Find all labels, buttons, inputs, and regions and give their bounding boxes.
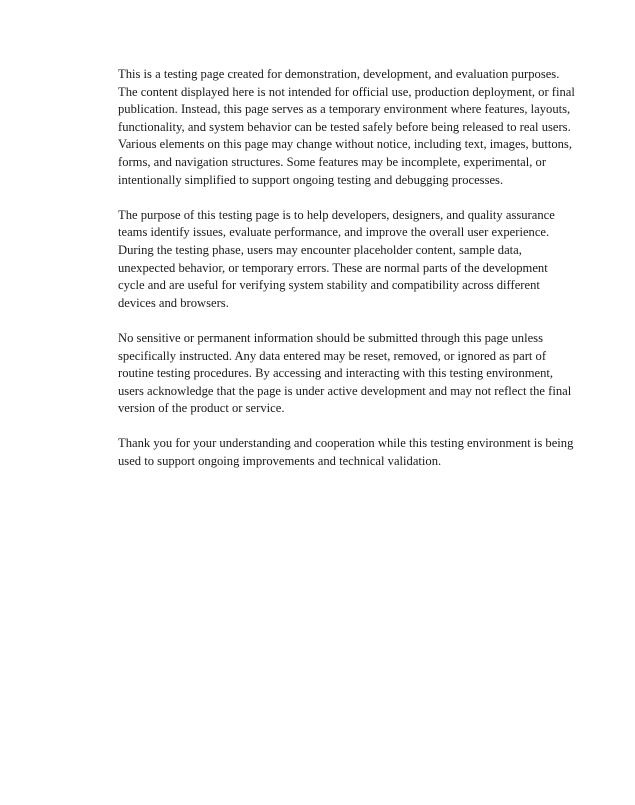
paragraph-line: intentionally simplified to support ongoing testing and debugging processes. (118, 172, 504, 187)
paragraph-line: specifically instructed. Any data entered may be reset, removed, or ignored as part of (118, 348, 547, 363)
paragraph-intro (118, 66, 575, 189)
paragraph-line: No sensitive or permanent information should be submitted through this page unless (118, 330, 543, 345)
paragraph-thanks (118, 435, 574, 470)
paragraph-line: used to support ongoing improvements and technical validation. (118, 454, 442, 469)
paragraph-line: teams identify issues, evaluate performance, and improve the overall user experience. (118, 225, 550, 240)
paragraph-line: The content displayed here is not intended for official use, production deployment, or final (118, 84, 575, 99)
paragraph-line: cycle and are useful for verifying system stability and compatibility across different (118, 278, 540, 293)
paragraph-line: During the testing phase, users may encounter placeholder content, sample data, (118, 242, 522, 257)
document-body (118, 66, 575, 488)
paragraph-line: version of the product or service. (118, 401, 285, 416)
paragraph-line: forms, and navigation structures. Some features may be incomplete, experimental, or (118, 154, 547, 169)
paragraph-line: users acknowledge that the page is under active development and may not reflect the final (118, 383, 572, 398)
paragraph-line: publication. Instead, this page serves as a temporary environment where features, layouts, (118, 102, 571, 117)
paragraph-line: functionality, and system behavior can be tested safely before being released to real users. (118, 119, 571, 134)
paragraph-purpose (118, 207, 555, 313)
paragraph-line: This is a testing page created for demonstration, development, and evaluation purposes. (118, 67, 560, 81)
paragraph-notice (118, 330, 572, 418)
paragraph-line: Various elements on this page may change without notice, including text, images, buttons, (118, 137, 572, 152)
paragraph-line: The purpose of this testing page is to help developers, designers, and quality assurance (118, 207, 555, 222)
paragraph-line: routine testing procedures. By accessing and interacting with this testing environment, (118, 366, 554, 381)
paragraph-line: Thank you for your understanding and cooperation while this testing environment is being (118, 436, 574, 451)
paragraph-line: unexpected behavior, or temporary errors. These are normal parts of the development (118, 260, 548, 275)
paragraph-line: devices and browsers. (118, 295, 229, 310)
